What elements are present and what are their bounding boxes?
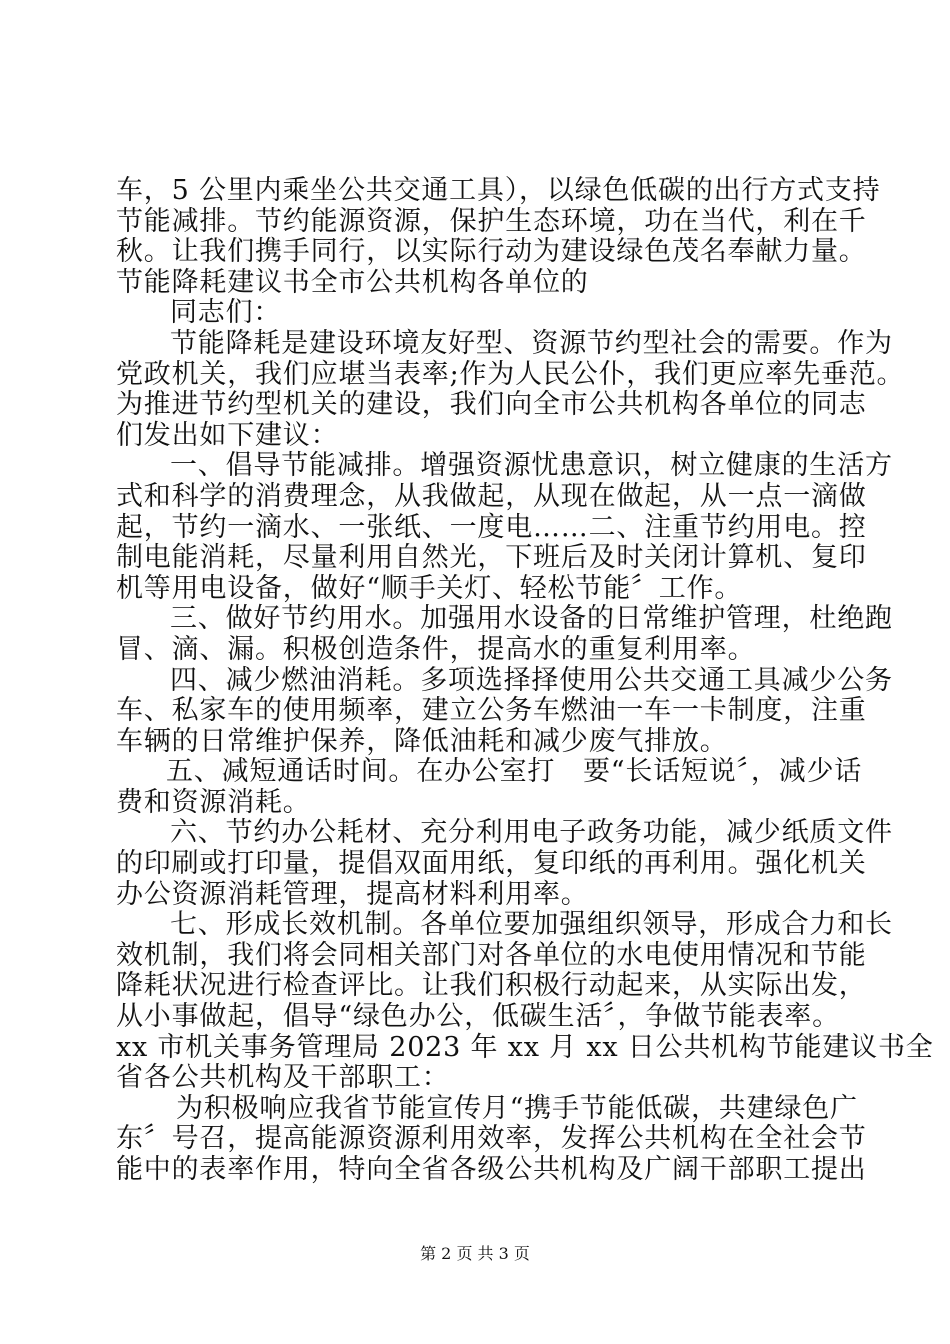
text-line: 车辆的日常维护保养，降低油耗和减少废气排放。 (116, 725, 728, 757)
text-line: 为积极响应我省节能宣传月“携手节能低碳，共建绿色广 (176, 1092, 858, 1124)
page-number-label: 第 2 页 共 3 页 (420, 1244, 530, 1263)
text-line: 节能降耗建议书全市公共机构各单位的 (116, 266, 589, 298)
text-line: 四、减少燃油消耗。多项选择择使用公共交通工具减少公务 (170, 664, 893, 696)
text-line: 七、形成长效机制。各单位要加强组织领导，形成合力和长 (170, 909, 893, 941)
text-line: 式和科学的消费理念，从我做起，从现在做起，从一点一滴做 (116, 480, 867, 512)
text-line: 三、做好节约用水。加强用水设备的日常维护管理，杜绝跑 (170, 603, 893, 635)
text-line: 费和资源消耗。 (116, 786, 311, 818)
text-line: 党政机关，我们应堪当表率;作为人民公仆，我们更应率先垂范。 (116, 358, 905, 390)
text-line: 车、私家车的使用频率，建立公务车燃油一车一卡制度，注重 (116, 695, 867, 727)
text-line: 冒、滴、漏。积极创造条件，提高水的重复利用率。 (116, 633, 756, 665)
text-line: 机等用电设备，做好“顺手关灯、轻松节能〞工作。 (116, 572, 743, 604)
text-line: 节能降耗是建设环境友好型、资源节约型社会的需要。作为 (170, 327, 893, 359)
text-line: 五、减短通话时间。在办公室打 要“长话短说〞，减少话 (166, 756, 863, 788)
text-line: 降耗状况进行检查评比。让我们积极行动起来，从实际出发， (116, 970, 867, 1002)
text-line: 们发出如下建议： (116, 419, 339, 451)
text-line: 效机制，我们将会同相关部门对各单位的水电使用情况和节能 (116, 939, 867, 971)
text-line: 省各公共机构及干部职工： (116, 1062, 450, 1094)
text-line: 六、节约办公耗材、充分利用电子政务功能，减少纸质文件 (170, 817, 893, 849)
text-line: xx 市机关事务管理局 2023 年 xx 月 xx 日公共机构节能建议书全 (116, 1031, 934, 1063)
text-line: 制电能消耗，尽量利用自然光，下班后及时关闭计算机、复印 (116, 542, 867, 574)
text-line: 起，节约一滴水、一张纸、一度电……二、注重节约用电。控 (116, 511, 867, 543)
text-line: 能中的表率作用，特向全省各级公共机构及广阔干部职工提出 (116, 1154, 867, 1185)
document-body (116, 175, 934, 1186)
text-line: 秋。让我们携手同行，以实际行动为建设绿色茂名奉献力量。 (116, 236, 867, 268)
text-line: 节能减排。节约能源资源，保护生态环境，功在当代，利在千 (116, 205, 867, 237)
text-line: 办公资源消耗管理，提高材料利用率。 (116, 878, 589, 910)
text-line: 为推进节约型机关的建设，我们向全市公共机构各单位的同志 (116, 389, 867, 421)
text-line: 东〞号召，提高能源资源利用效率，发挥公共机构在全社会节 (116, 1123, 867, 1155)
text-line: 车，5 公里内乘坐公共交通工具），以绿色低碳的出行方式支持 (116, 175, 881, 206)
page-footer (0, 1244, 950, 1264)
text-line: 的印刷或打印量，提倡双面用纸，复印纸的再利用。强化机关 (116, 848, 867, 880)
text-line: 一、倡导节能减排。增强资源忧患意识，树立健康的生活方 (170, 450, 893, 482)
text-line: 同志们： (170, 297, 282, 329)
text-line: 从小事做起，倡导“绿色办公，低碳生活〞，争做节能表率。 (116, 1001, 840, 1033)
